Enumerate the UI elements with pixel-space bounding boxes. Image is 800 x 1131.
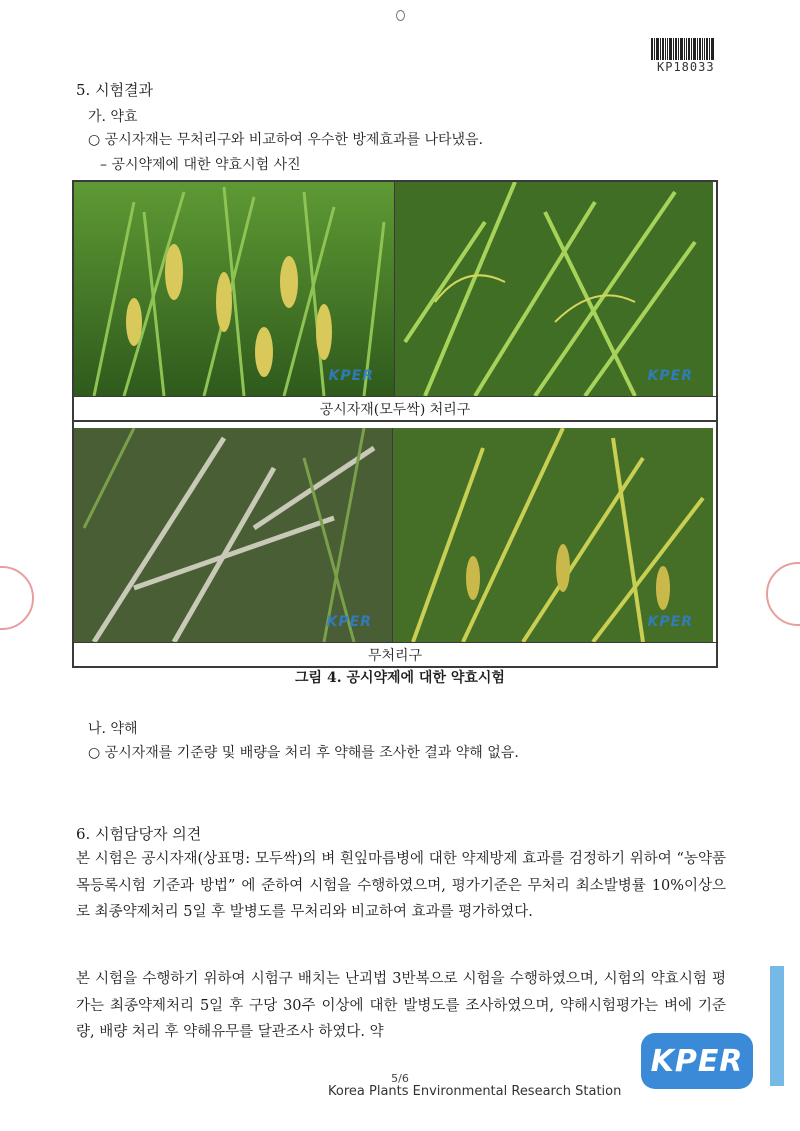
kper-watermark: KPER — [328, 368, 374, 384]
photo-grid — [72, 180, 718, 668]
opinion-paragraph-2: 본 시험을 수행하기 위하여 시험구 배치는 난괴법 3반복으로 시험을 수행하였으며, 시험의 약효시험 평가는 최종약제처리 5일 후 구당 30주 이상에 대한 발병도를 조사하였으며, 약해시험평가는 벼에 기준량, 배량 처리 후 약해유무를 달관조사 하였다. 약 — [76, 971, 726, 1040]
photo-row-treated — [74, 182, 716, 397]
seal-stamp-right — [766, 562, 800, 626]
subsection-efficacy: 가. 약효 — [88, 109, 138, 125]
logo-text: KPER — [650, 1043, 744, 1079]
edge-tab — [770, 966, 784, 1086]
phytotoxicity-result: ○ 공시자재를 기준량 및 배량을 처리 후 약해를 조사한 결과 약해 없음. — [88, 745, 519, 761]
kper-watermark: KPER — [326, 614, 372, 630]
caption-control: 무처리구 — [367, 647, 423, 664]
photo-treated-2 — [395, 182, 713, 396]
kper-watermark: KPER — [647, 368, 693, 384]
section-5-title: 5. 시험결과 — [76, 81, 154, 99]
photo-intro: – 공시약제에 대한 약효시험 사진 — [100, 157, 301, 173]
photo-control-2 — [393, 428, 713, 642]
footer-organization: Korea Plants Environmental Research Station — [328, 1084, 622, 1099]
efficacy-result: ○ 공시자재는 무처리구와 비교하여 우수한 방제효과를 나타냈음. — [88, 132, 483, 148]
caption-treated: 공시자재(모두싹) 처리구 — [74, 397, 716, 422]
document-code: KP18033 — [657, 60, 715, 74]
figure-caption: 그림 4. 공시약제에 대한 약효시험 — [295, 670, 505, 686]
barcode — [651, 38, 721, 60]
page-number: 5/6 — [391, 1072, 409, 1085]
punch-hole — [396, 10, 405, 21]
photo-row-control — [74, 422, 716, 643]
kper-logo — [641, 1033, 753, 1089]
photo-control-1 — [74, 428, 393, 642]
opinion-paragraph-1: 본 시험은 공시자재(상표명: 모두싹)의 벼 흰잎마름병에 대한 약제방제 효과를 검정하기 위하여 “농약품목등록시험 기준과 방법” 에 준하여 시험을 수행하였으며, 평가기준은 무처리 최소발병률 10%이상으로 최종약제처리 5일 후 발병도를 무처리와 비교하여 효과를 평가하였다. — [76, 851, 726, 920]
section-6-title: 6. 시험담당자 의견 — [76, 825, 202, 843]
photo-treated-1 — [74, 182, 395, 396]
kper-watermark: KPER — [647, 614, 693, 630]
seal-stamp-left — [0, 566, 34, 630]
subsection-phytotoxicity: 나. 약해 — [88, 721, 138, 737]
